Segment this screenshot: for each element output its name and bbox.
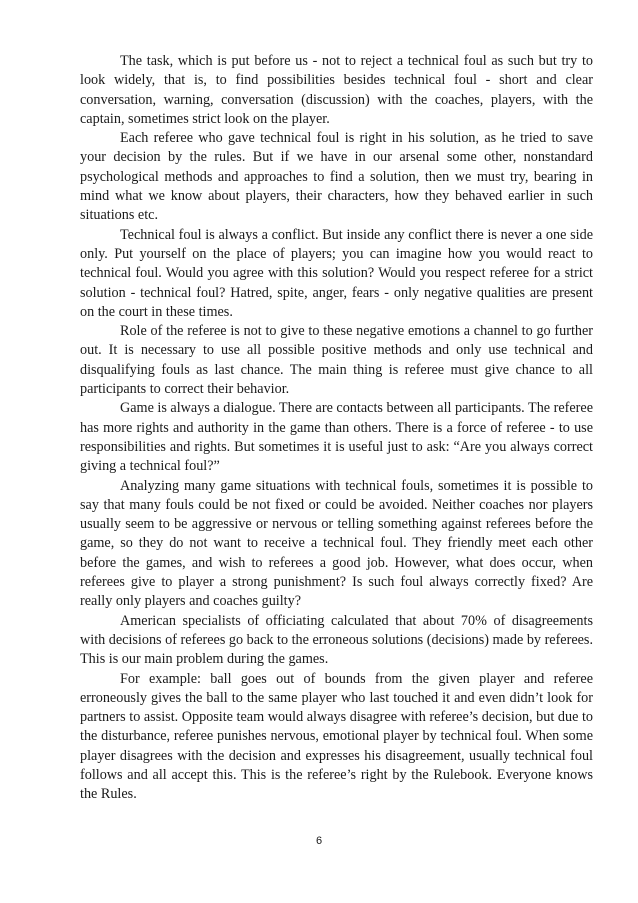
body-text [80,52,593,805]
paragraph-5: Game is always a dialogue. There are contacts between all participants. The referee has more rights and authority in the game than others. There is a force of referee - to use responsibilities and rights. But sometimes it is useful just to ask: “Are you always correct giving a technical foul?” [80,400,593,475]
paragraph-6: Analyzing many game situations with technical fouls, sometimes it is possible to say that many fouls could be not fixed or could be avoided. Neither coaches nor players usually seem to be aggressive or nervous or telling something against referees before the game, so they do not want to receive a technical foul. They friendly meet each other before the games, and wish to referees a good job. However, what does occur, when referees give to player a strong punishment? Is such foul always correctly fixed? Are really only players and coaches guilty? [80,477,593,610]
paragraph-2: Each referee who gave technical foul is right in his solution, as he tried to save your decision by the rules. But if we have in our arsenal some other, nonstandard psychological methods and approaches to find a solution, then we must try, bearing in mind what we know about players, their characters, how they behaved earlier in such situations etc. [80,130,593,224]
paragraph-7: American specialists of officiating calculated that about 70% of disagreements with decisions of referees go back to the erroneous solutions (decisions) made by referees. This is our main problem during the games. [80,612,593,668]
paragraph-4: Role of the referee is not to give to these negative emotions a channel to go further out. It is necessary to use all possible positive methods and only use technical and disqualifying fouls as last chance. The main thing is referee must give chance to all participants to correct their behavior. [80,323,593,398]
paragraph-3: Technical foul is always a conflict. But inside any conflict there is never a one side only. Put yourself on the place of players; you can imagine how you would react to technical foul. Would you agree with this solution? Would you respect referee for a strict solution - technical foul? Hatred, spite, anger, fears - only negative qualities are present on the court in these times. [80,226,593,320]
page-number: 6 [315,835,323,847]
paragraph-1: The task, which is put before us - not to reject a technical foul as such but try to look widely, that is, to find possibilities besides technical foul - short and clear conversation, warning, conversation (discussion) with the coaches, players, with the captain, sometimes strict look on the player. [80,53,593,127]
paragraph-8: For example: ball goes out of bounds from the given player and referee erroneously gives the ball to the same player who last touched it and even didn’t look for partners to assist. Opposite team would always disagree with referee’s decision, but due to the disturbance, referee punishes nervous, emotional player by technical foul. When some player disagrees with the decision and expresses his disagreement, usually technical foul follows and all accept this. This is the referee’s right by the Rulebook. Everyone knows the Rules. [80,670,593,803]
